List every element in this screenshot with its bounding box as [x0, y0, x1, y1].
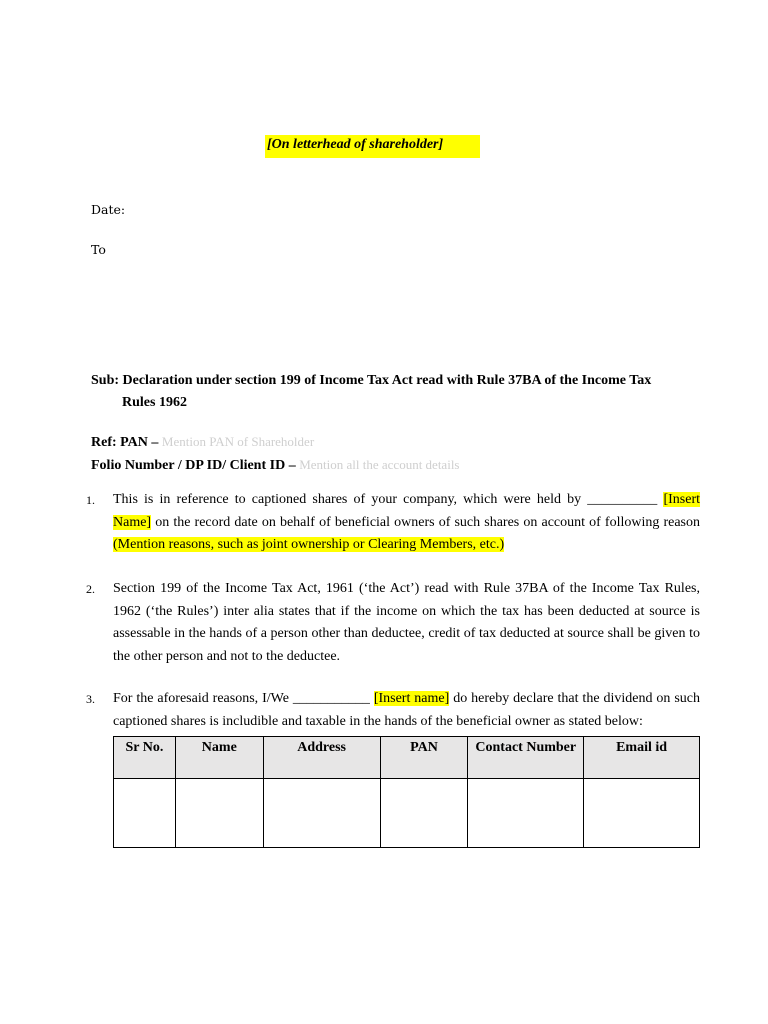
table-header-row: [114, 737, 700, 779]
table-cell[interactable]: [468, 779, 584, 848]
header-contact-number: Contact Number: [468, 737, 584, 779]
paragraph-1-text-b: on the record date on behalf of beneficial owners of such shares on account of following reason: [151, 514, 700, 530]
mention-reasons-placeholder: (Mention reasons, such as joint ownership or Clearing Members, etc.): [113, 537, 505, 552]
paragraph-1-text-a: This is in reference to captioned shares of your company, which were held by __________: [113, 492, 664, 507]
insert-name-placeholder: [Insert Name]: [113, 492, 700, 530]
paragraph-text: [113, 489, 700, 557]
insert-name-placeholder: [Insert name]: [373, 691, 450, 706]
ref-folio-line: [91, 454, 711, 477]
paragraph-3-text-a: For the aforesaid reasons, I/We ___________: [113, 691, 374, 706]
paragraph-3: [86, 688, 700, 733]
paragraph-text: Section 199 of the Income Tax Act, 1961 (‘the Act’) read with Rule 37BA of the Income Tax Rules, 1962 (‘the Rules’) inter alia states that if the income on which the tax has been deducted at source is assessable in the hands of a person other than deductee, credit of tax deducted at source shall be given to the other person and not to the deductee.: [113, 581, 700, 664]
letterhead-note: [On letterhead of shareholder]: [265, 135, 480, 158]
paragraph-number: 1.: [86, 493, 95, 507]
paragraph-number: 3.: [86, 692, 95, 706]
header-address: Address: [263, 737, 380, 779]
ref-pan-label: Ref: PAN –: [91, 435, 159, 450]
beneficial-owner-table: [113, 736, 700, 848]
table-cell[interactable]: [380, 779, 468, 848]
ref-pan-line: [91, 431, 711, 454]
table-row: [114, 779, 700, 848]
paragraph-number: 2.: [86, 582, 95, 596]
paragraph-1: [86, 489, 700, 557]
subject-line-1: Sub: Declaration under section 199 of Income Tax Act read with Rule 37BA of the Income Tax: [91, 373, 652, 388]
ref-pan-hint: Mention PAN of Shareholder: [161, 434, 315, 449]
reference-block: [91, 431, 711, 477]
header-sr-no: Sr No.: [114, 737, 176, 779]
ref-folio-label: Folio Number / DP ID/ Client ID –: [91, 458, 296, 473]
date-label: Date:: [91, 202, 126, 217]
subject-line-2: Rules 1962: [122, 395, 187, 410]
subject-heading: [91, 370, 711, 414]
header-pan: PAN: [380, 737, 468, 779]
paragraph-3-text-b: do hereby declare that the dividend on such captioned shares is includible and taxable in the hands of the beneficial owner as stated below:: [113, 691, 700, 729]
table-cell[interactable]: [584, 779, 700, 848]
paragraph-text: [113, 688, 700, 733]
header-name: Name: [175, 737, 263, 779]
table-cell[interactable]: [175, 779, 263, 848]
header-email-id: Email id: [584, 737, 700, 779]
table-cell[interactable]: [114, 779, 176, 848]
paragraph-2: [86, 578, 700, 668]
ref-folio-hint: Mention all the account details: [299, 457, 460, 472]
to-label: To: [91, 242, 106, 257]
table-cell[interactable]: [263, 779, 380, 848]
